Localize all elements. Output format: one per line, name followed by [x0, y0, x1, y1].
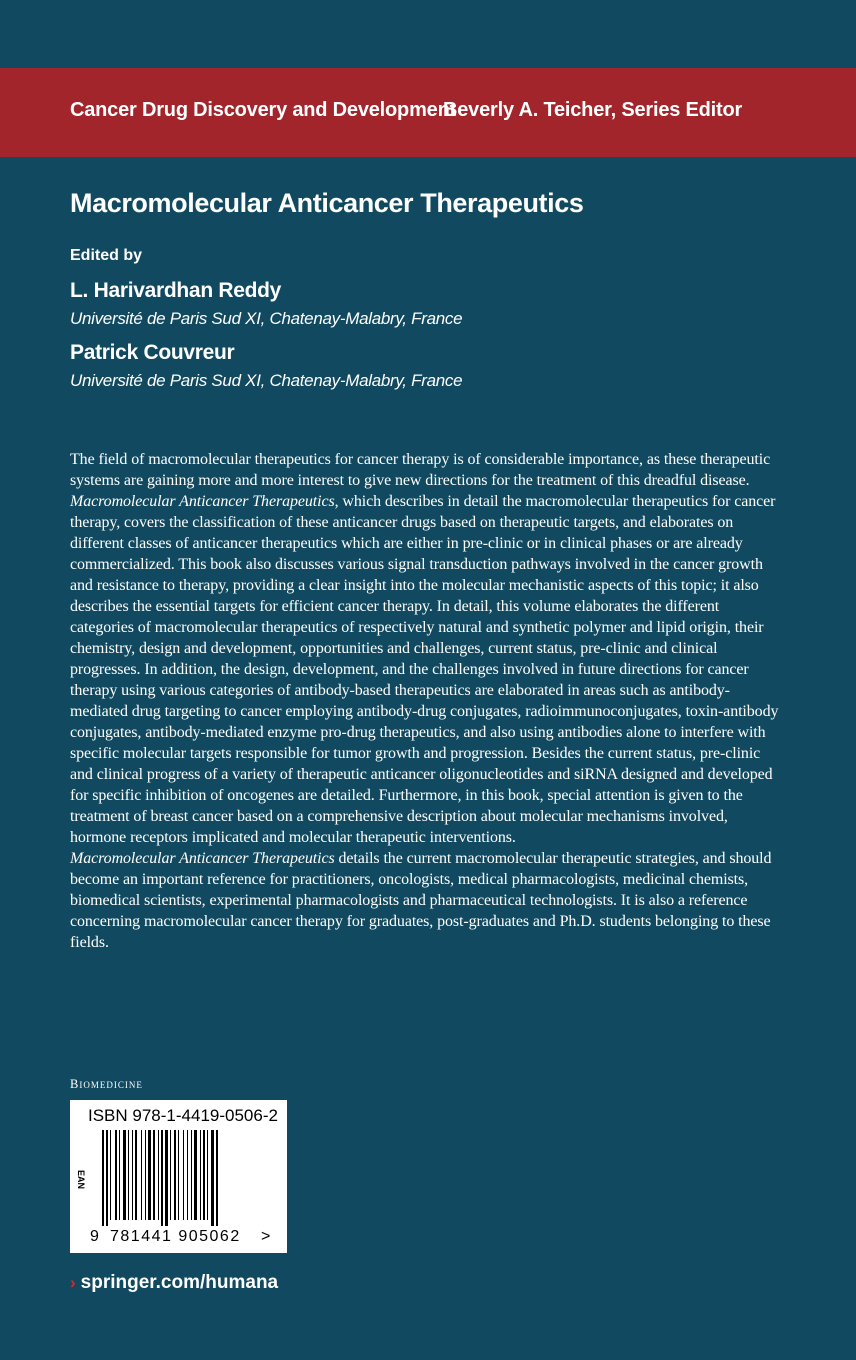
barcode-bar — [207, 1130, 208, 1220]
barcode-bar — [203, 1130, 205, 1220]
barcode-bar — [165, 1130, 168, 1226]
isbn-barcode — [70, 1100, 287, 1253]
description-paragraph-2: Macromolecular Anticancer Therapeutics details the current macromolecular therapeutic strategies, and should become an important reference for practitioners, oncologists, medical pharmacologists, medicinal chemists, biomedical scientists, experimental pharmacologists and pharmaceutical technologists. It is also a reference concerning macromolecular cancer therapy for graduates, post-graduates and Ph.D. students belonging to these fields. — [70, 850, 772, 951]
barcode-digits: 781441 905062 — [110, 1228, 241, 1245]
barcode-bar — [161, 1130, 163, 1226]
barcode-bar — [135, 1130, 137, 1220]
barcode-bar — [194, 1130, 197, 1220]
barcode-bar — [183, 1130, 184, 1220]
barcode-bar — [211, 1130, 214, 1226]
series-editor: Beverly A. Teicher, Series Editor — [443, 99, 743, 121]
barcode-bar — [141, 1130, 142, 1220]
barcode-bar — [216, 1130, 218, 1226]
barcode-bar — [119, 1130, 120, 1220]
ean-label: EAN — [76, 1170, 86, 1190]
barcode-bar — [102, 1130, 104, 1226]
publisher-url[interactable]: springer.com/humana — [80, 1272, 279, 1293]
isbn-number: ISBN 978-1-4419-0506-2 — [88, 1106, 278, 1125]
publisher-url-row[interactable] — [70, 1272, 278, 1294]
series-title: Cancer Drug Discovery and Development — [70, 99, 457, 121]
editor-affiliation-1: Université de Paris Sud XI, Chatenay-Malabry, France — [70, 309, 463, 328]
title-mention-2: Macromolecular Anticancer Therapeutics — [70, 850, 335, 867]
title-mention-1: Macromolecular Anticancer Therapeutics — [70, 493, 335, 510]
barcode-bar — [200, 1130, 201, 1220]
barcode-bar — [145, 1130, 146, 1220]
barcode-bar — [187, 1130, 188, 1220]
barcode-bar — [132, 1130, 133, 1220]
category-label: Biomedicine — [70, 1077, 143, 1091]
barcode-bar — [123, 1130, 126, 1220]
barcode-bar — [128, 1130, 129, 1220]
barcode-bar — [153, 1130, 155, 1220]
editor-affiliation-2: Université de Paris Sud XI, Chatenay-Malabry, France — [70, 371, 463, 390]
editor-name-1: L. Harivardhan Reddy — [70, 279, 282, 302]
barcode-bar — [115, 1130, 117, 1220]
barcode-bar — [178, 1130, 179, 1220]
chevron-right-icon: › — [70, 1273, 76, 1292]
barcode-digit-first: 9 — [90, 1228, 99, 1245]
barcode-bars — [102, 1130, 262, 1226]
book-title: Macromolecular Anticancer Therapeutics — [70, 188, 584, 218]
barcode-end-marker: > — [261, 1228, 271, 1245]
editor-name-2: Patrick Couvreur — [70, 341, 235, 364]
description-paragraph-1: The field of macromolecular therapeutics for cancer therapy is of considerable importance, as these therapeutic systems are gaining more and more interest to give new directions for the treatment of this dreadful disease. Macromolecular Anticancer Therapeutics, which describes in detail the macromolecular therapeutics for cancer therapy, covers the classification of these anticancer drugs based on therapeutic targets, and elaborates on different classes of anticancer therapeutics which are either in pre-clinic or in clinical phases or are already commercialized. This book also discusses various signal transduction pathways involved in the cancer growth and resistance to therapy, providing a clear insight into the molecular mechanistic aspects of this topic; it also describes the essential targets for efficient cancer therapy. In detail, this volume elaborates the different categories of macromolecular therapeutics of respectively natural and synthetic polymer and lipid origin, their chemistry, design and development, opportunities and challenges, current status, pre-clinic and clinical progresses. In addition, the design, development, and the challenges involved in future directions for cancer therapy using various categories of antibody-based therapeutics are elaborated in areas such as antibody-mediated drug targeting to cancer employing antibody-drug conjugates, radioimmunoconjugates, toxin-antibody conjugates, antibody-mediated enzyme pro-drug therapeutics, and also using antibodies alone to interfere with specific molecular targets responsible for tumor growth and progression. Besides the current status, pre-clinic and clinical progress of a variety of therapeutic anticancer oligonucleotides and siRNA designed and developed for specific inhibition of oncogenes are detailed. Furthermore, in this book, special attention is given to the treatment of breast cancer based on a comprehensive description about molecular mechanisms involved, hormone receptors implicated and molecular therapeutic interventions. — [70, 451, 779, 846]
series-banner — [0, 68, 856, 157]
book-description — [70, 449, 786, 953]
barcode-bar — [191, 1130, 192, 1220]
barcode-bar — [110, 1130, 111, 1220]
barcode-bar — [170, 1130, 171, 1220]
barcode-bar — [174, 1130, 176, 1220]
edited-by-label: Edited by — [70, 247, 143, 264]
barcode-bar — [148, 1130, 151, 1220]
barcode-bar — [158, 1130, 159, 1220]
barcode-bar — [106, 1130, 108, 1226]
